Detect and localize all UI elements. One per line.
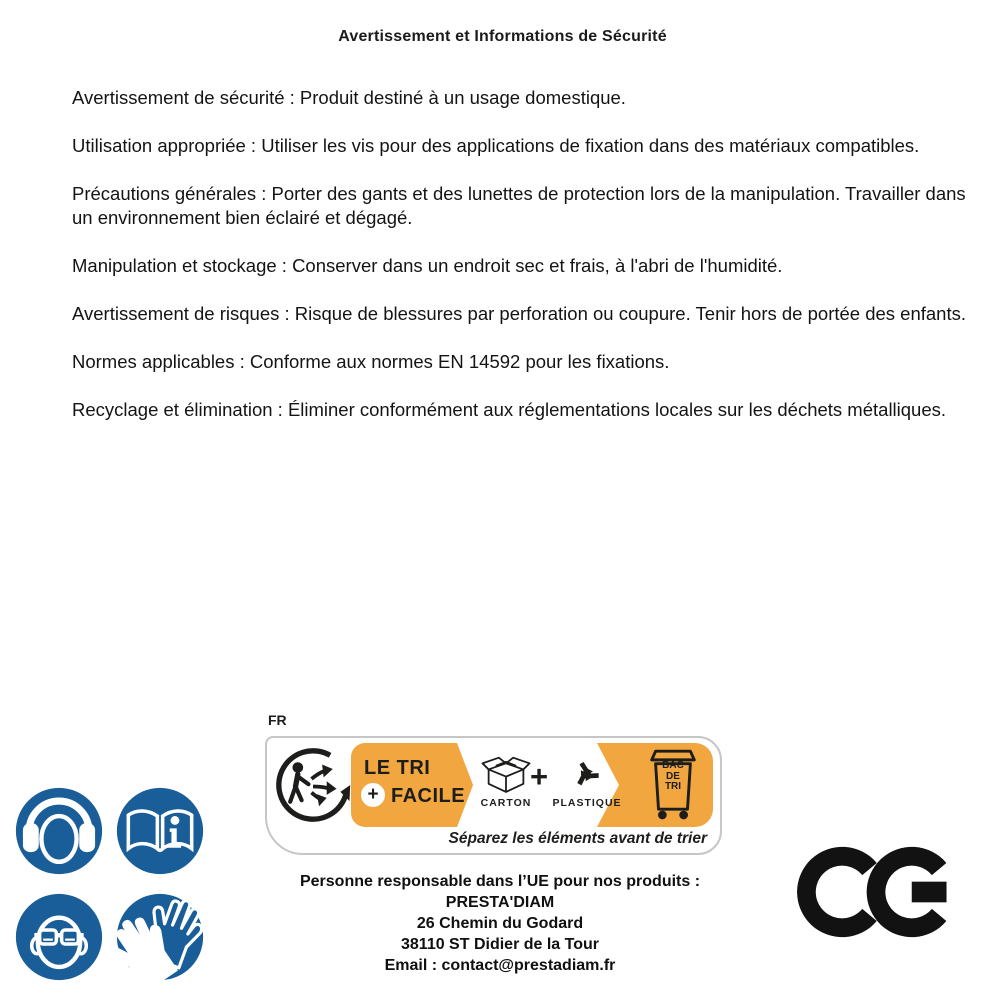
email-line: Email : contact@prestadiam.fr bbox=[384, 957, 616, 974]
safety-paragraphs bbox=[72, 86, 972, 446]
bin-text-de: DE bbox=[666, 770, 680, 782]
headline-facile: FACILE bbox=[391, 785, 466, 807]
responsible-intro-line: Personne responsable dans l’UE pour nos produits : bbox=[299, 873, 701, 890]
paragraph-appropriate-use: Utilisation appropriée : Utiliser les vis pour des applications de fixation dans des matériaux compatibles. bbox=[72, 135, 920, 156]
triman-icon bbox=[275, 747, 351, 823]
sorting-instruction-label bbox=[265, 736, 722, 855]
carton-label: CARTON bbox=[480, 797, 532, 809]
street-address: 26 Chemin du Godard bbox=[416, 915, 584, 932]
plastique-label: PLASTIQUE bbox=[552, 797, 622, 809]
paragraph-standards: Normes applicables : Conforme aux normes EN 14592 pour les fixations. bbox=[72, 351, 670, 372]
responsible-person-block bbox=[250, 871, 750, 976]
paragraph-recycling: Recyclage et élimination : Éliminer conformément aux réglementations locales sur les déchets métalliques. bbox=[72, 399, 947, 420]
headline-le-tri: LE TRI bbox=[364, 757, 431, 779]
city-address: 38110 ST Didier de la Tour bbox=[401, 936, 599, 953]
paragraph-handling-storage: Manipulation et stockage : Conserver dans un endroit sec et frais, à l'abri de l'humidité. bbox=[72, 255, 783, 276]
read-manual-icon bbox=[116, 787, 204, 875]
plastic-recycling-icon bbox=[563, 749, 610, 795]
bin-text-bac: BAC bbox=[662, 760, 684, 771]
plus-circle-icon: + bbox=[361, 783, 385, 807]
country-code-label: FR bbox=[268, 712, 287, 728]
sorting-footer-note: Séparez les éléments avant de trier bbox=[448, 830, 707, 847]
paragraph-risk-warning: Avertissement de risques : Risque de blessures par perforation ou coupure. Tenir hors de portée des enfants. bbox=[72, 303, 966, 324]
paragraph-safety-warning: Avertissement de sécurité : Produit destiné à un usage domestique. bbox=[72, 87, 626, 108]
ce-mark-icon bbox=[797, 843, 955, 941]
bin-text-tri: TRI bbox=[664, 781, 682, 792]
materials-plus-sign: + bbox=[530, 759, 549, 794]
paragraph-general-precautions: Précautions générales : Porter des gants et des lunettes de protection lors de la manipulation. Travailler dans un environnement bien éclairé et dégagé. bbox=[72, 183, 966, 228]
wear-ear-protection-icon bbox=[15, 787, 103, 875]
wear-protective-gloves-icon bbox=[116, 893, 204, 981]
carton-box-icon bbox=[479, 749, 533, 795]
wear-eye-protection-icon bbox=[15, 893, 103, 981]
company-name: PRESTA'DIAM bbox=[445, 894, 555, 911]
page-title: Avertissement et Informations de Sécurité bbox=[338, 28, 667, 45]
sorting-bin-icon bbox=[644, 746, 702, 824]
